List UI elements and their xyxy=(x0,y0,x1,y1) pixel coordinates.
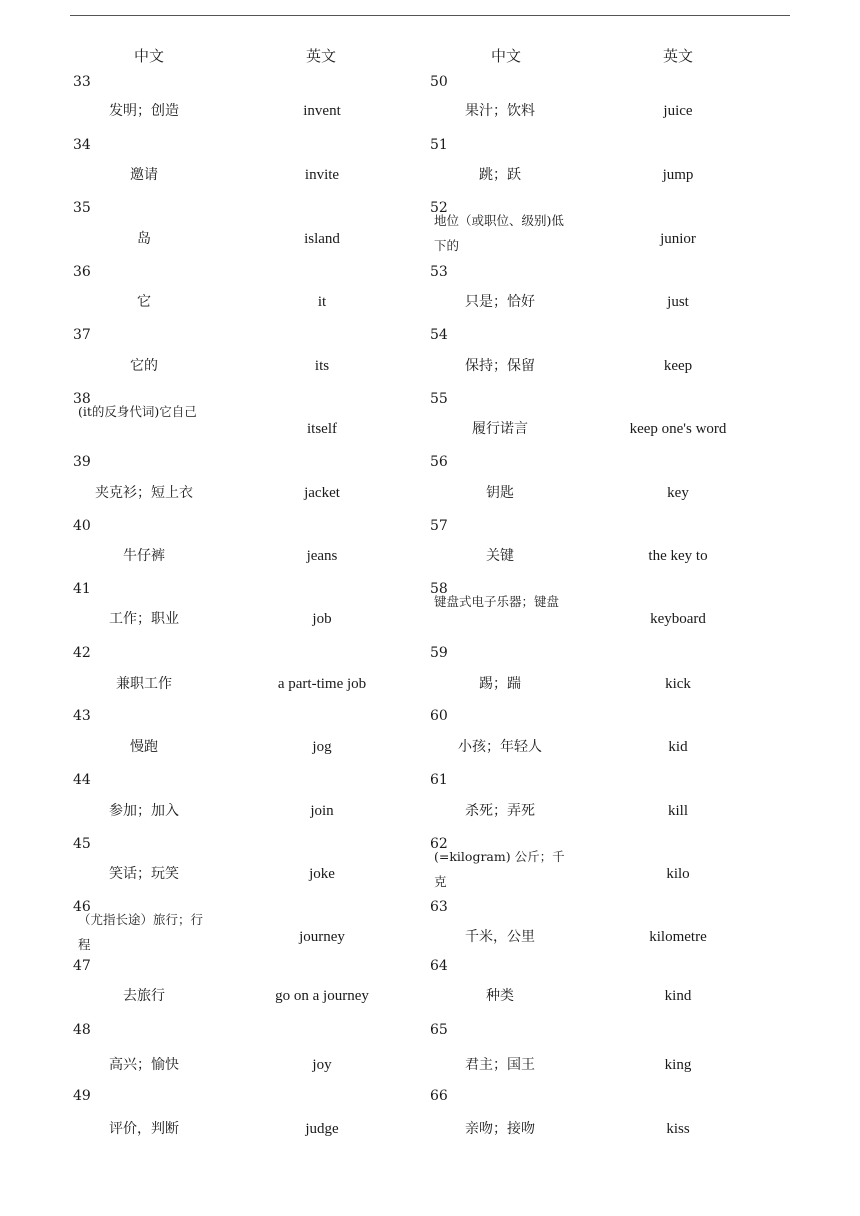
entry-number: 33 xyxy=(73,74,91,90)
entry-number: 61 xyxy=(430,772,448,788)
chinese-meaning: 杀死；弄死 xyxy=(465,803,535,819)
english-word: junior xyxy=(660,231,696,247)
chinese-meaning: 邀请 xyxy=(130,167,158,183)
english-word: itself xyxy=(307,421,337,437)
entry-number: 35 xyxy=(73,200,91,216)
entry-number: 55 xyxy=(430,391,448,407)
chinese-meaning: 它 xyxy=(137,294,151,310)
english-word: island xyxy=(304,231,340,247)
entry-number: 59 xyxy=(430,645,448,661)
header-chinese-left: 中文 xyxy=(133,47,164,65)
english-word: keyboard xyxy=(650,611,706,627)
chinese-meaning: 履行诺言 xyxy=(472,421,528,437)
entry-number: 51 xyxy=(430,137,448,153)
english-word: jacket xyxy=(304,485,340,501)
entry-number: 36 xyxy=(73,264,91,280)
english-word: go on a journey xyxy=(275,988,369,1004)
english-word: invite xyxy=(304,167,340,183)
chinese-meaning: 地位（或职位、级别)低下的 xyxy=(434,213,564,253)
entry-number: 45 xyxy=(73,836,91,852)
entry-number: 48 xyxy=(73,1022,91,1038)
english-word: joke xyxy=(309,866,335,882)
english-word: the key to xyxy=(648,548,708,564)
entry-number: 37 xyxy=(73,327,91,343)
entry-number: 57 xyxy=(430,518,448,534)
english-word: its xyxy=(314,358,330,374)
english-word: jog xyxy=(312,739,332,755)
english-word: kilometre xyxy=(649,929,707,945)
english-word: key xyxy=(667,485,689,501)
chinese-meaning: 慢跑 xyxy=(130,739,158,755)
entry-number: 60 xyxy=(430,708,448,724)
chinese-meaning: 牛仔裤 xyxy=(123,548,165,564)
chinese-meaning: 兼职工作 xyxy=(116,676,172,692)
entry-number: 58 xyxy=(430,581,448,597)
chinese-meaning: 它的 xyxy=(130,358,158,374)
entry-number: 49 xyxy=(73,1088,91,1104)
chinese-meaning: 君主；国王 xyxy=(465,1057,535,1073)
top-rule xyxy=(70,15,790,16)
chinese-meaning: 笑话；玩笑 xyxy=(109,866,179,882)
entry-number: 46 xyxy=(73,899,91,915)
english-word: jump xyxy=(662,167,694,183)
entry-number: 39 xyxy=(73,454,91,470)
entry-number: 53 xyxy=(430,264,448,280)
chinese-meaning: 千米，公里 xyxy=(465,929,535,945)
entry-number: 65 xyxy=(430,1022,448,1038)
chinese-meaning: 发明；创造 xyxy=(109,103,179,119)
chinese-meaning: 参加；加入 xyxy=(109,803,179,819)
chinese-meaning: 踢；踹 xyxy=(479,676,521,692)
chinese-meaning: 键盘式电子乐器；键盘 xyxy=(434,594,560,609)
chinese-meaning: 只是；恰好 xyxy=(465,294,535,310)
chinese-meaning: 种类 xyxy=(486,988,514,1004)
entry-number: 41 xyxy=(73,581,91,597)
entry-number: 42 xyxy=(73,645,91,661)
english-word: keep xyxy=(663,358,693,374)
english-word: just xyxy=(667,294,689,310)
chinese-meaning: 工作；职业 xyxy=(109,611,179,627)
english-word: kill xyxy=(667,803,688,819)
entry-number: 40 xyxy=(73,518,91,534)
entry-number: 44 xyxy=(73,772,91,788)
chinese-meaning: 岛 xyxy=(137,231,151,247)
header-english-right: 英文 xyxy=(662,47,693,65)
english-word: kid xyxy=(668,739,688,755)
english-word: joy xyxy=(312,1057,332,1073)
entry-number: 52 xyxy=(430,200,448,216)
english-word: kilo xyxy=(666,866,690,882)
english-word: keep one's word xyxy=(629,421,727,437)
entry-number: 66 xyxy=(430,1088,448,1104)
chinese-meaning: (it的反身代词)它自己 xyxy=(78,404,197,419)
entry-number: 43 xyxy=(73,708,91,724)
entry-number: 63 xyxy=(430,899,448,915)
header-english-left: 英文 xyxy=(305,47,336,65)
entry-number: 56 xyxy=(430,454,448,470)
chinese-meaning: 钥匙 xyxy=(486,485,514,501)
chinese-meaning: 高兴；愉快 xyxy=(109,1057,179,1073)
english-word: it xyxy=(317,294,327,310)
entry-number: 34 xyxy=(73,137,91,153)
entry-number: 62 xyxy=(430,836,448,852)
chinese-meaning: 亲吻；接吻 xyxy=(465,1121,535,1137)
chinese-meaning: 关键 xyxy=(486,548,514,564)
english-word: a part-time job xyxy=(277,676,367,692)
english-word: kind xyxy=(664,988,692,1004)
english-word: kiss xyxy=(666,1121,690,1137)
chinese-meaning: 小孩；年轻人 xyxy=(458,739,542,755)
english-word: kick xyxy=(665,676,691,692)
chinese-meaning: 跳；跃 xyxy=(479,167,521,183)
english-word: jeans xyxy=(306,548,338,564)
english-word: invent xyxy=(303,103,341,119)
entry-number: 47 xyxy=(73,958,91,974)
entry-number: 38 xyxy=(73,391,91,407)
english-word: juice xyxy=(663,103,693,119)
chinese-meaning: 去旅行 xyxy=(123,988,165,1004)
entry-number: 54 xyxy=(430,327,448,343)
english-word: job xyxy=(312,611,332,627)
english-word: journey xyxy=(299,929,345,945)
chinese-meaning: 保持；保留 xyxy=(465,358,535,374)
chinese-meaning: (=kilogram) 公斤；千克 xyxy=(434,849,565,889)
chinese-meaning: 夹克衫；短上衣 xyxy=(95,485,193,501)
english-word: king xyxy=(664,1057,692,1073)
chinese-meaning: 评价，判断 xyxy=(109,1121,179,1137)
entry-number: 50 xyxy=(430,74,448,90)
chinese-meaning: 果汁；饮料 xyxy=(465,103,535,119)
english-word: judge xyxy=(305,1121,339,1137)
header-chinese-right: 中文 xyxy=(490,47,521,65)
english-word: join xyxy=(310,803,334,819)
entry-number: 64 xyxy=(430,958,448,974)
chinese-meaning: （尤指长途）旅行；行程 xyxy=(78,912,204,952)
